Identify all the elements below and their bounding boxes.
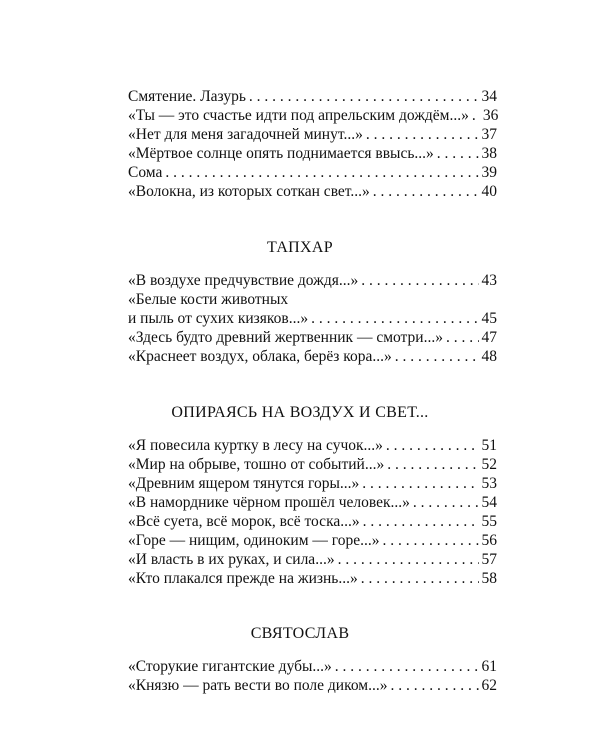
toc-entry-page: 61 [481, 658, 497, 675]
toc-entry [128, 107, 497, 125]
toc-entry-title: «Мир на обрыве, тошно от событий...» [128, 456, 385, 473]
toc-entry [128, 183, 497, 201]
toc-entry [128, 494, 497, 512]
dot-leader [395, 348, 479, 366]
toc-entry [128, 348, 497, 366]
toc-entry-page: 37 [481, 126, 497, 143]
toc-entry-page: 43 [481, 272, 497, 289]
dot-leader [366, 126, 479, 144]
toc-entry-page: 51 [481, 437, 497, 454]
toc-entry [128, 310, 497, 328]
toc-entry-title: «Здесь будто древний жертвенник — смотри...» [128, 329, 443, 346]
dot-leader [311, 310, 478, 328]
toc-entry [128, 551, 497, 569]
toc-entry-title: «Волокна, из которых соткан свет...» [128, 183, 370, 200]
dot-leader [338, 551, 479, 569]
toc-entry-title: «В воздухе предчувствие дождя...» [128, 272, 359, 289]
toc-entry [128, 145, 497, 163]
toc-entry-page: 47 [481, 329, 497, 346]
toc-entry-title: «Кто плакался прежде на жизнь...» [128, 570, 358, 587]
toc-entry-page: 36 [482, 107, 499, 124]
toc-entry-title: «Краснеет воздух, облака, берёз кора...» [128, 348, 392, 365]
dot-leader [437, 145, 479, 163]
toc-entry [128, 126, 497, 144]
toc-entry-page: 54 [481, 494, 497, 511]
toc-entry-title: «Нет для меня загадочней минут...» [128, 126, 363, 143]
toc-entry-title: «Я повесила куртку в лесу на сучок...» [128, 437, 383, 454]
toc-entry-page: 39 [481, 164, 497, 181]
toc-entry-title: «Всё суета, всё морок, всё тоска...» [128, 513, 360, 530]
toc-entry [128, 88, 497, 106]
toc-entry [128, 456, 497, 474]
toc-entry [128, 677, 497, 695]
dot-leader [335, 658, 479, 676]
toc-entry [128, 475, 497, 493]
section-heading: ТАПХАР [267, 239, 333, 256]
toc-entry [128, 437, 497, 455]
toc-entry-page: 52 [481, 456, 497, 473]
toc-entry [128, 329, 497, 347]
toc-entry-title: «В наморднике чёрном прошёл человек...» [128, 494, 410, 511]
dot-leader [472, 107, 480, 125]
toc-entry [128, 513, 497, 531]
dot-leader [390, 677, 478, 695]
toc-entry-page: 53 [481, 475, 497, 492]
dot-leader [446, 329, 479, 347]
toc-entry [128, 272, 497, 290]
dot-leader [249, 88, 479, 106]
dot-leader [361, 272, 478, 290]
section-heading: ОПИРАЯСЬ НА ВОЗДУХ И СВЕТ... [171, 404, 429, 421]
dot-leader [362, 475, 478, 493]
toc-entry-page: 48 [481, 348, 497, 365]
dot-leader [361, 570, 479, 588]
dot-leader [363, 513, 479, 531]
toc-entry [128, 164, 497, 182]
dot-leader [165, 164, 478, 182]
toc-entry-page: 55 [481, 513, 497, 530]
toc-entry-page: 62 [481, 677, 497, 694]
toc-entry-page: 34 [481, 88, 497, 105]
toc-entry-title: «Ты — это счастье идти под апрельским дождём...» [128, 107, 469, 124]
toc-entry-title: Сома [128, 164, 163, 181]
toc-entry [128, 532, 497, 550]
toc-entry-title: «Древним ящером тянутся горы...» [128, 475, 360, 492]
toc-entry-title: «Сторукие гигантские дубы...» [128, 658, 332, 675]
toc-entry-page: 45 [481, 310, 497, 327]
toc-entry [128, 570, 497, 588]
toc-entry-title-line1: «Белые кости животных [128, 291, 289, 308]
toc-entry-page: 57 [481, 551, 497, 568]
dot-leader [413, 494, 479, 512]
toc-entry-title: «Мёртвое солнце опять поднимается ввысь...» [128, 145, 434, 162]
toc-entry-page: 56 [481, 532, 497, 549]
toc-entry-title: «Горе — нищим, одиноким — горе...» [128, 532, 380, 549]
section-heading: СВЯТОСЛАВ [250, 625, 350, 642]
toc-entry-title: и пыль от сухих кизяков...» [128, 310, 309, 327]
toc-entry-page: 40 [481, 183, 497, 200]
toc-entry-title: «И власть в их руках, и сила...» [128, 551, 335, 568]
toc-entry-title: «Князю — рать вести во поле диком...» [128, 677, 388, 694]
dot-leader [387, 456, 478, 474]
dot-leader [386, 437, 479, 455]
dot-leader [373, 183, 479, 201]
toc-entry-page: 38 [481, 145, 497, 162]
dot-leader [383, 532, 479, 550]
toc-entry-title: Смятение. Лазурь [128, 88, 246, 105]
toc-entry [128, 658, 497, 676]
toc-entry-page: 58 [481, 570, 497, 587]
